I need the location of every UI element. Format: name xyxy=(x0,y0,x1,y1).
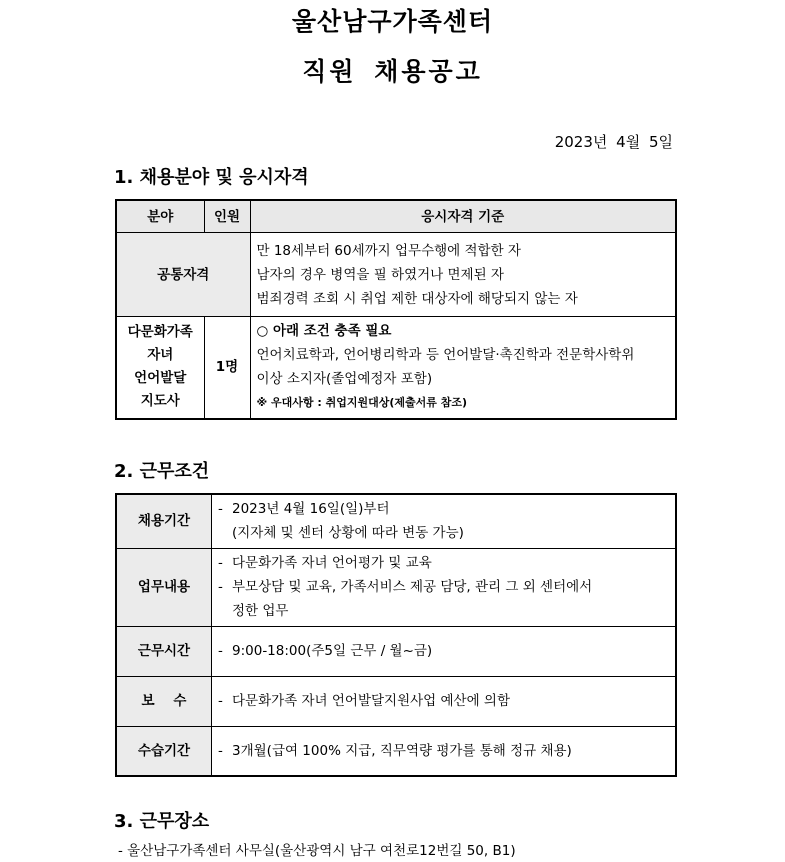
condition-label: 업무내용 xyxy=(116,548,212,626)
condition-value: - 다문화가족 자녀 언어평가 및 교육 - 부모상담 및 교육, 가족서비스 제공 담당, 관리 그 외 센터에서 정한 업무 xyxy=(212,548,677,626)
conditions-table xyxy=(115,493,677,777)
conditions-row xyxy=(116,548,676,626)
header-count: 인원 xyxy=(204,200,250,233)
condition-label: 근무시간 xyxy=(116,626,212,676)
header-qualification: 응시자격 기준 xyxy=(250,200,676,233)
common-line: 만 18세부터 60세까지 업무수행에 적합한 자 xyxy=(256,242,521,259)
condition-label: 채용기간 xyxy=(116,494,212,548)
conditions-row xyxy=(116,494,676,548)
condition-value: - 2023년 4월 16일(일)부터 (지자체 및 센터 상황에 따라 변동 가능) xyxy=(212,494,677,548)
condition-item: 정한 업무 xyxy=(232,603,289,619)
condition-label: 수습기간 xyxy=(116,726,212,776)
position-field-line: 다문화가족 xyxy=(127,324,193,341)
condition-line: 이상 소지자(졸업예정자 포함) xyxy=(256,371,433,388)
position-field-line: 자녀 xyxy=(147,347,174,364)
section-2-heading: 2. 근무조건 xyxy=(114,461,210,482)
condition-item: 2023년 4월 16일(일)부터 xyxy=(232,501,390,518)
condition-heading: ○ 아래 조건 충족 필요 xyxy=(256,323,392,340)
common-qualification-content xyxy=(250,233,676,317)
position-count: 1명 xyxy=(204,317,250,419)
qualification-table-header xyxy=(116,200,676,233)
position-qualification-content xyxy=(250,317,676,419)
announcement-date: 2023년 4월 5일 xyxy=(554,133,673,151)
condition-item: 3개월(급여 100% 지급, 직무역량 평가를 통해 정규 채용) xyxy=(232,742,572,759)
header-field: 분야 xyxy=(116,200,204,233)
condition-label: 보 수 xyxy=(116,676,212,726)
position-field-line: 언어발달 xyxy=(134,370,187,387)
condition-line: 언어치료학과, 언어병리학과 등 언어발달·촉진학과 전문학사학위 xyxy=(256,347,635,364)
condition-value: - 9:00-18:00(주5일 근무 / 월~금) xyxy=(212,626,677,676)
conditions-row xyxy=(116,726,676,776)
conditions-row xyxy=(116,626,676,676)
conditions-row xyxy=(116,676,676,726)
section-3-heading: 3. 근무장소 xyxy=(114,811,210,832)
common-line: 남자의 경우 병역을 필 하였거나 면제된 자 xyxy=(256,266,504,283)
condition-item: (지자체 및 센터 상황에 따라 변동 가능) xyxy=(232,525,464,542)
condition-item: 다문화가족 자녀 언어발달지원사업 예산에 의함 xyxy=(232,693,510,709)
preference-note: ※ 우대사항 : 취업지원대상(제출서류 참조) xyxy=(256,396,467,410)
section-1-heading: 1. 채용분야 및 응시자격 xyxy=(114,167,309,188)
position-field-line: 지도사 xyxy=(140,393,180,410)
work-location: - 울산남구가족센터 사무실(울산광역시 남구 여천로12번길 50, B1) xyxy=(118,843,516,859)
position-field xyxy=(116,317,204,419)
common-line: 범죄경력 조회 시 취업 제한 대상자에 해당되지 않는 자 xyxy=(256,290,578,307)
condition-item: 부모상담 및 교육, 가족서비스 제공 담당, 관리 그 외 센터에서 xyxy=(232,579,593,595)
document-title: 울산남구가족센터 xyxy=(291,7,494,36)
condition-value: - 다문화가족 자녀 언어발달지원사업 예산에 의함 xyxy=(212,676,677,726)
condition-item: 다문화가족 자녀 언어평가 및 교육 xyxy=(232,555,432,571)
position-row xyxy=(116,317,676,419)
qualification-table xyxy=(115,199,677,420)
common-qualification-row xyxy=(116,233,676,317)
condition-item: 9:00-18:00(주5일 근무 / 월~금) xyxy=(232,643,433,659)
condition-value: - 3개월(급여 100% 지급, 직무역량 평가를 통해 정규 채용) xyxy=(212,726,677,776)
document-subtitle: 직원 채용공고 xyxy=(302,57,483,86)
common-label: 공통자격 xyxy=(116,233,250,317)
